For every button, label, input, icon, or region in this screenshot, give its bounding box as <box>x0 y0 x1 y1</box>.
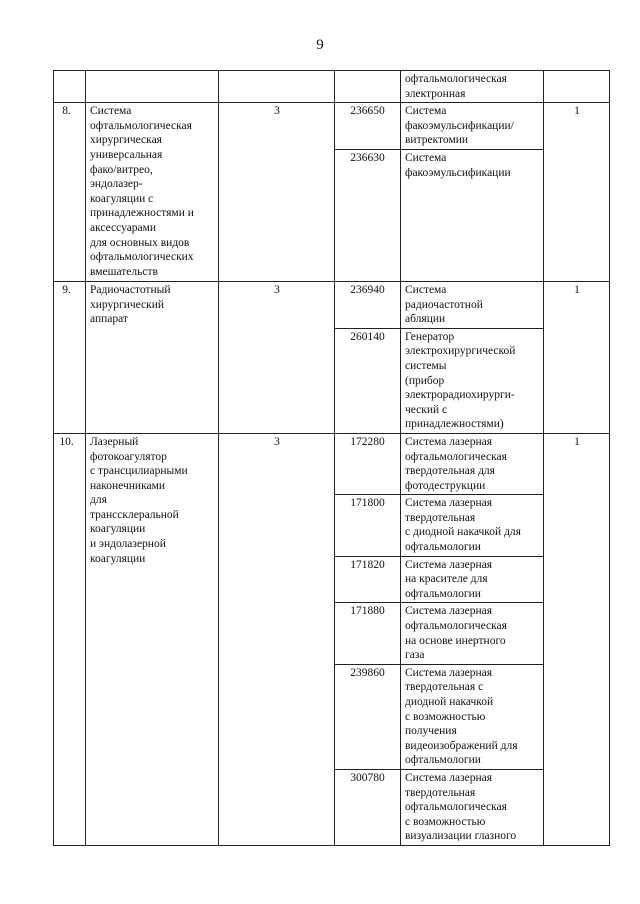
row-number-cell: 8. <box>54 103 86 282</box>
table-row <box>54 103 610 150</box>
row-number-cell: 9. <box>54 281 86 433</box>
table-row <box>54 71 610 103</box>
equipment-name-cell: Лазерный фотокоагулятор с трансцилиарными наконечниками для транссклеральной коагуляции и эндолазерной коагуляции <box>86 433 219 845</box>
code-cell: 172280 <box>335 433 401 494</box>
code-cell: 236650 <box>335 103 401 150</box>
code-cell: 300780 <box>335 769 401 845</box>
page-number: 9 <box>316 37 324 53</box>
table-row <box>54 433 610 494</box>
code-cell: 236940 <box>335 281 401 328</box>
count-cell: 1 <box>544 103 610 282</box>
quantity-cell: 3 <box>219 281 335 433</box>
code-cell: 171800 <box>335 495 401 556</box>
quantity-cell <box>219 71 335 103</box>
equipment-table <box>53 70 610 846</box>
description-cell: Генератор электрохирургической системы (прибор электрорадиохирурги- ческий с принадлежностями) <box>401 328 544 433</box>
code-cell <box>335 71 401 103</box>
row-number-cell <box>54 71 86 103</box>
row-number-cell: 10. <box>54 433 86 845</box>
description-cell: Система лазерная офтальмологическая твердотельная для фотодеструкции <box>401 433 544 494</box>
quantity-cell: 3 <box>219 103 335 282</box>
quantity-cell: 3 <box>219 433 335 845</box>
equipment-name-cell <box>86 71 219 103</box>
description-cell: Система лазерная твердотельная офтальмологическая с возможностью визуализации глазного <box>401 769 544 845</box>
code-cell: 171880 <box>335 603 401 664</box>
count-cell: 1 <box>544 433 610 845</box>
code-cell: 236630 <box>335 149 401 281</box>
description-cell: Система лазерная офтальмологическая на основе инертного газа <box>401 603 544 664</box>
code-cell: 260140 <box>335 328 401 433</box>
table-row <box>54 281 610 328</box>
equipment-name-cell: Радиочастотный хирургический аппарат <box>86 281 219 433</box>
description-cell: Система лазерная на красителе для офтальмологии <box>401 556 544 603</box>
description-cell: Система лазерная твердотельная с диодной накачкой для офтальмологии <box>401 495 544 556</box>
equipment-name-cell: Система офтальмологическая хирургическая универсальная фако/витрео, эндолазер- коагуляции с принадлежностями и аксессуарами для основных видов офтальмологических вмешательств <box>86 103 219 282</box>
description-cell: Система факоэмульсификации/ витректомии <box>401 103 544 150</box>
count-cell: 1 <box>544 281 610 433</box>
description-cell: Система факоэмульсификации <box>401 149 544 281</box>
code-cell: 239860 <box>335 664 401 769</box>
description-cell: Система лазерная твердотельная с диодной накачкой с возможностью получения видеоизображений для офтальмологии <box>401 664 544 769</box>
description-cell: Система радиочастотной абляции <box>401 281 544 328</box>
count-cell <box>544 71 610 103</box>
code-cell: 171820 <box>335 556 401 603</box>
description-cell: офтальмологическая электронная <box>401 71 544 103</box>
